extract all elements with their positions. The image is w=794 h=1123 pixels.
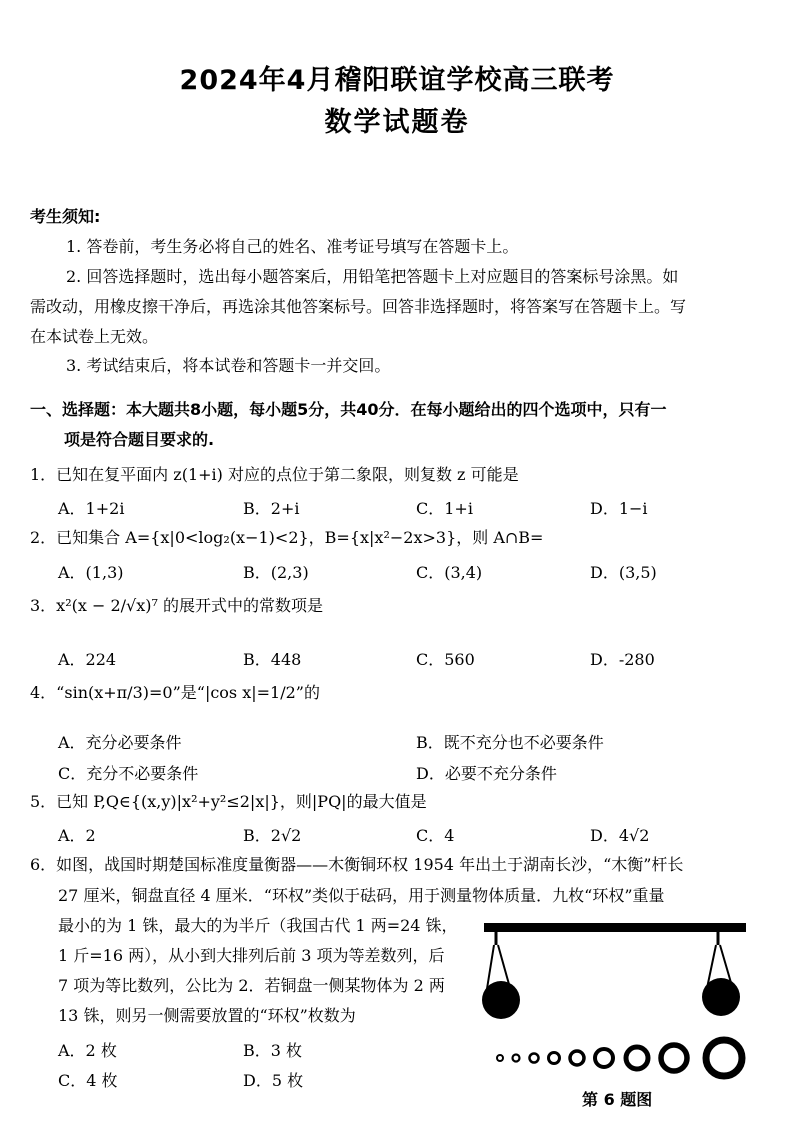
balance-drawing	[478, 905, 768, 1115]
notice-item-3: 3. 考试结束后，将本试卷和答题卡一并交回。	[66, 356, 391, 375]
question-6-line-1: 6．如图，战国时期楚国标准度量衡器——木衡铜环权 1954 年出土于湖南长沙，“木衡”杆长	[30, 855, 684, 874]
question-6-line-4: 1 斤=16 两），从小到大排列后前 3 项为等差数列，后	[58, 946, 445, 965]
question-5-option-c: C．4	[416, 826, 455, 845]
exam-title: 2024年4月稽阳联谊学校高三联考	[179, 65, 615, 96]
ring-weight-2	[513, 1055, 520, 1062]
ring-weight-5	[570, 1051, 584, 1065]
question-1-option-c: C．1+i	[416, 499, 473, 518]
ring-weight-4	[549, 1053, 560, 1064]
question-5-option-b: B．2√2	[243, 826, 302, 845]
question-6-line-6: 13 铢，则另一侧需要放置的“环权”枚数为	[58, 1006, 356, 1025]
notice-item-2-cont: 需改动，用橡皮擦干净后，再选涂其他答案标号。回答非选择题时，将答案写在答题卡上。写	[30, 297, 687, 316]
question-4-option-c: C．充分不必要条件	[58, 764, 199, 783]
notice-item-1: 1. 答卷前，考生务必将自己的姓名、准考证号填写在答题卡上。	[66, 237, 519, 256]
question-6-option-b: B．3 枚	[243, 1041, 303, 1060]
ring-weight-1	[497, 1055, 503, 1061]
question-4-option-a: A．充分必要条件	[58, 733, 182, 752]
question-6-line-5: 7 项为等比数列，公比为 2．若铜盘一侧某物体为 2 两	[58, 976, 445, 995]
exam-subtitle: 数学试题卷	[324, 107, 470, 138]
ring-weight-9	[706, 1040, 742, 1076]
question-3-option-d: D．-280	[590, 650, 655, 669]
question-4-option-b: B．既不充分也不必要条件	[416, 733, 604, 752]
left-pan	[482, 981, 520, 1019]
question-6-line-2: 27 厘米，铜盘直径 4 厘米．“环权”类似于砝码，用于测量物体质量．九枚“环权”重量	[58, 886, 665, 905]
question-6-option-c: C．4 枚	[58, 1071, 118, 1090]
question-2-option-d: D．(3,5)	[590, 563, 657, 582]
section-heading: 一、选择题：本大题共8小题，每小题5分，共40分．在每小题给出的四个选项中，只有一	[30, 400, 667, 419]
right-pan	[702, 978, 740, 1016]
question-5-stem: 5．已知 P,Q∈{(x,y)|x²+y²≤2|x|}，则|PQ|的最大值是	[30, 792, 427, 811]
question-1-option-b: B．2+i	[243, 499, 300, 518]
ring-weight-8	[661, 1045, 687, 1071]
balance-beam	[484, 923, 746, 932]
notice-item-2: 2. 回答选择题时，选出每小题答案后，用铅笔把答题卡上对应题目的答案标号涂黑。如	[66, 267, 679, 286]
question-2-option-b: B．(2,3)	[243, 563, 309, 582]
section-heading-cont: 项是符合题目要求的.	[64, 430, 215, 449]
question-1-option-a: A．1+2i	[58, 499, 125, 518]
question-6-option-d: D．5 枚	[243, 1071, 304, 1090]
balance-figure	[478, 905, 768, 1115]
question-3-stem: 3．x²(x − 2/√x)⁷ 的展开式中的常数项是	[30, 596, 323, 615]
question-6-option-a: A．2 枚	[58, 1041, 117, 1060]
question-1-stem: 1．已知在复平面内 z(1+i) 对应的点位于第二象限，则复数 z 可能是	[30, 465, 519, 484]
ring-weight-6	[595, 1049, 613, 1067]
question-2-option-c: C．(3,4)	[416, 563, 483, 582]
figure-caption: 第 6 题图	[582, 1090, 653, 1109]
question-5-option-a: A．2	[58, 826, 96, 845]
question-4-option-d: D．必要不充分条件	[416, 764, 557, 783]
notice-heading: 考生须知:	[30, 207, 101, 226]
question-3-option-a: A．224	[58, 650, 117, 669]
question-5-option-d: D．4√2	[590, 826, 650, 845]
question-3-option-c: C．560	[416, 650, 475, 669]
question-2-option-a: A．(1,3)	[58, 563, 124, 582]
question-1-option-d: D．1−i	[590, 499, 648, 518]
question-4-stem: 4．“sin(x+π/3)=0”是“|cos x|=1/2”的	[30, 683, 320, 702]
ring-weight-7	[626, 1047, 648, 1069]
question-3-option-b: B．448	[243, 650, 302, 669]
notice-item-2-end: 在本试卷上无效。	[30, 327, 159, 346]
question-6-line-3: 最小的为 1 铢，最大的为半斤（我国古代 1 两=24 铢，	[58, 916, 458, 935]
question-2-stem: 2．已知集合 A={x|0<log₂(x−1)<2}，B={x|x²−2x>3}，则 A∩B=	[30, 528, 544, 547]
ring-weight-3	[530, 1054, 539, 1063]
